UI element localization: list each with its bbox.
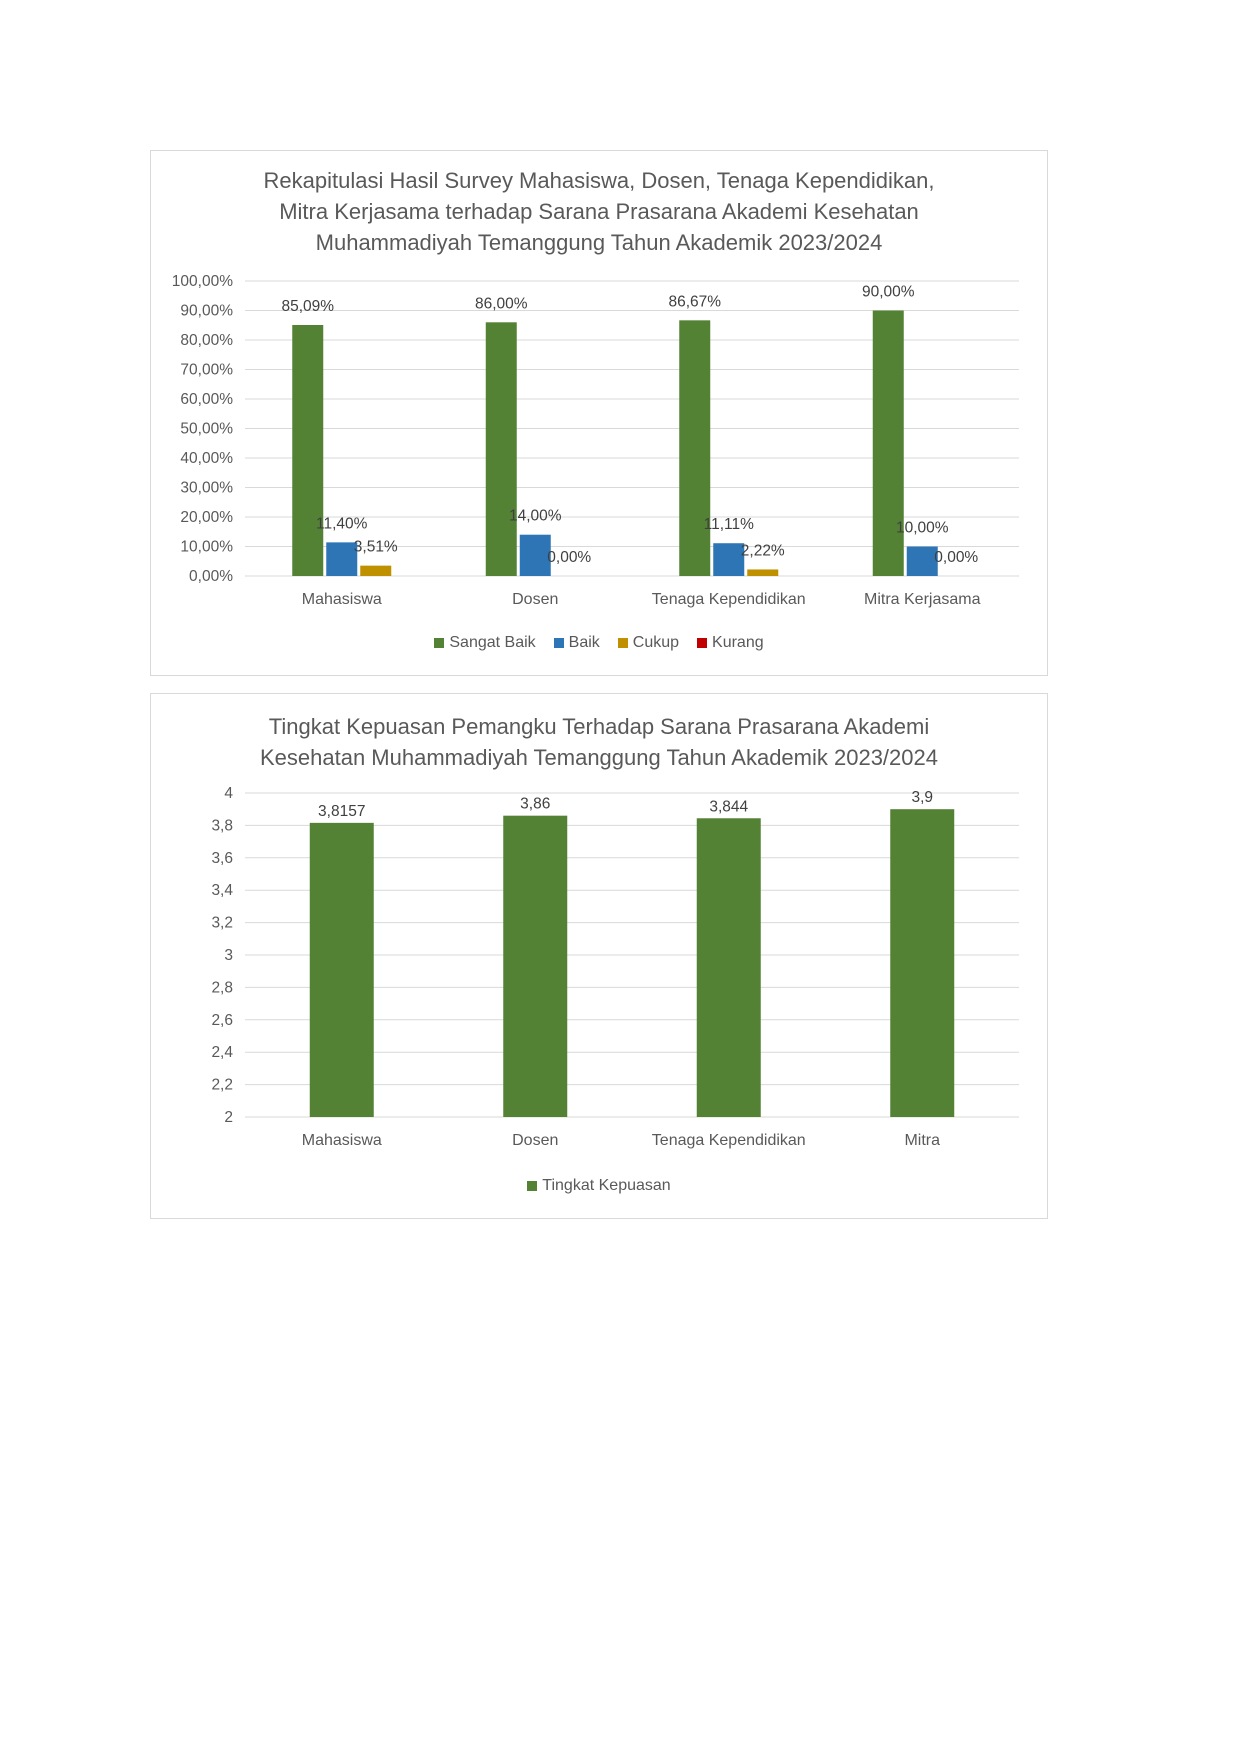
y-tick-label: 3 [224, 947, 233, 964]
bar-tingkat-kepuasan [890, 809, 954, 1117]
y-tick-label: 10,00% [180, 538, 233, 556]
data-label: 3,51% [353, 538, 398, 556]
bar-sangat-baik [486, 322, 517, 576]
y-tick-label: 3,6 [211, 849, 233, 867]
data-label: 0,00% [547, 549, 592, 566]
y-tick-label: 2,8 [211, 979, 233, 997]
data-label: 3,86 [520, 795, 551, 813]
y-tick-label: 0,00% [189, 568, 233, 585]
data-label: 10,00% [895, 519, 949, 537]
data-label: 86,67% [668, 293, 722, 311]
legend-label: Tingkat Kepuasan [542, 1177, 671, 1194]
data-label: 3,8157 [318, 802, 366, 820]
chart-plot-area [151, 694, 1047, 1164]
y-tick-label: 20,00% [180, 509, 233, 526]
data-label: 90,00% [861, 283, 915, 301]
bar-tingkat-kepuasan [697, 818, 761, 1117]
bar-tingkat-kepuasan [503, 816, 567, 1117]
legend-label: Cukup [632, 634, 680, 651]
x-category-label: Dosen [512, 591, 559, 608]
legend-item-baik [554, 634, 600, 652]
chart-legend [151, 1177, 1047, 1195]
y-tick-label: 100,00% [171, 273, 233, 290]
chart-title-line: Kesehatan Muhammadiyah Temanggung Tahun Akademik 2023/2024 [259, 745, 938, 770]
data-label: 0,00% [934, 549, 979, 566]
legend-label: Kurang [712, 634, 764, 651]
chart-legend [151, 634, 1047, 652]
legend-swatch [697, 638, 707, 648]
legend-swatch [434, 638, 444, 648]
legend-swatch [527, 1181, 537, 1191]
legend-item-tingkat-kepuasan [527, 1177, 670, 1195]
x-category-label: Tenaga Kependidikan [651, 591, 806, 608]
data-label: 85,09% [281, 297, 335, 315]
chart-title-line: Muhammadiyah Temanggung Tahun Akademik 2023/2024 [315, 230, 883, 255]
x-category-label: Mitra [904, 1132, 941, 1149]
bar-cukup [747, 569, 778, 576]
legend-label: Baik [568, 634, 600, 651]
x-category-label: Mitra Kerjasama [864, 591, 981, 608]
data-label: 3,9 [911, 789, 934, 807]
legend-swatch [618, 638, 628, 648]
x-category-label: Dosen [512, 1132, 559, 1149]
y-tick-label: 2,2 [211, 1076, 233, 1094]
bar-tingkat-kepuasan [310, 823, 374, 1117]
data-label: 86,00% [474, 295, 528, 313]
y-tick-label: 80,00% [180, 332, 233, 349]
bar-baik [326, 542, 357, 576]
bar-sangat-baik [679, 320, 710, 576]
y-tick-label: 40,00% [180, 450, 233, 467]
chart-title-line: Mitra Kerjasama terhadap Sarana Prasarana Akademi Kesehatan [279, 199, 919, 224]
y-tick-label: 50,00% [180, 420, 233, 438]
y-tick-label: 2 [224, 1109, 233, 1126]
bar-baik [907, 547, 938, 577]
y-tick-label: 4 [224, 785, 233, 802]
data-label: 14,00% [508, 507, 562, 525]
data-label: 11,11% [703, 516, 754, 534]
y-tick-label: 60,00% [180, 391, 233, 408]
chart-plot-area [151, 151, 1047, 621]
y-tick-label: 70,00% [180, 361, 233, 379]
y-tick-label: 30,00% [180, 479, 233, 497]
x-category-label: Mahasiswa [301, 591, 382, 608]
data-label: 3,844 [709, 798, 749, 816]
y-tick-label: 2,4 [211, 1044, 233, 1062]
data-label: 2,22% [740, 542, 785, 560]
y-tick-label: 90,00% [180, 302, 233, 320]
y-tick-label: 3,2 [211, 914, 233, 932]
data-label: 11,40% [316, 515, 368, 533]
x-category-label: Mahasiswa [301, 1132, 382, 1149]
survey-recap-chart [150, 150, 1048, 676]
y-tick-label: 2,6 [211, 1011, 233, 1029]
legend-item-kurang [697, 634, 764, 652]
bar-cukup [360, 566, 391, 576]
legend-item-sangat-baik [434, 634, 535, 652]
bar-baik [520, 535, 551, 576]
legend-swatch [554, 638, 564, 648]
bar-baik [713, 543, 744, 576]
legend-item-cukup [618, 634, 679, 652]
x-category-label: Tenaga Kependidikan [651, 1132, 806, 1149]
y-tick-label: 3,8 [211, 817, 233, 835]
bar-sangat-baik [292, 325, 323, 576]
chart-title-line: Tingkat Kepuasan Pemangku Terhadap Sarana Prasarana Akademi [268, 714, 930, 739]
legend-label: Sangat Baik [449, 634, 536, 651]
chart-title-line: Rekapitulasi Hasil Survey Mahasiswa, Dosen, Tenaga Kependidikan, [263, 168, 935, 193]
satisfaction-level-chart [150, 693, 1048, 1219]
y-tick-label: 3,4 [211, 882, 233, 900]
